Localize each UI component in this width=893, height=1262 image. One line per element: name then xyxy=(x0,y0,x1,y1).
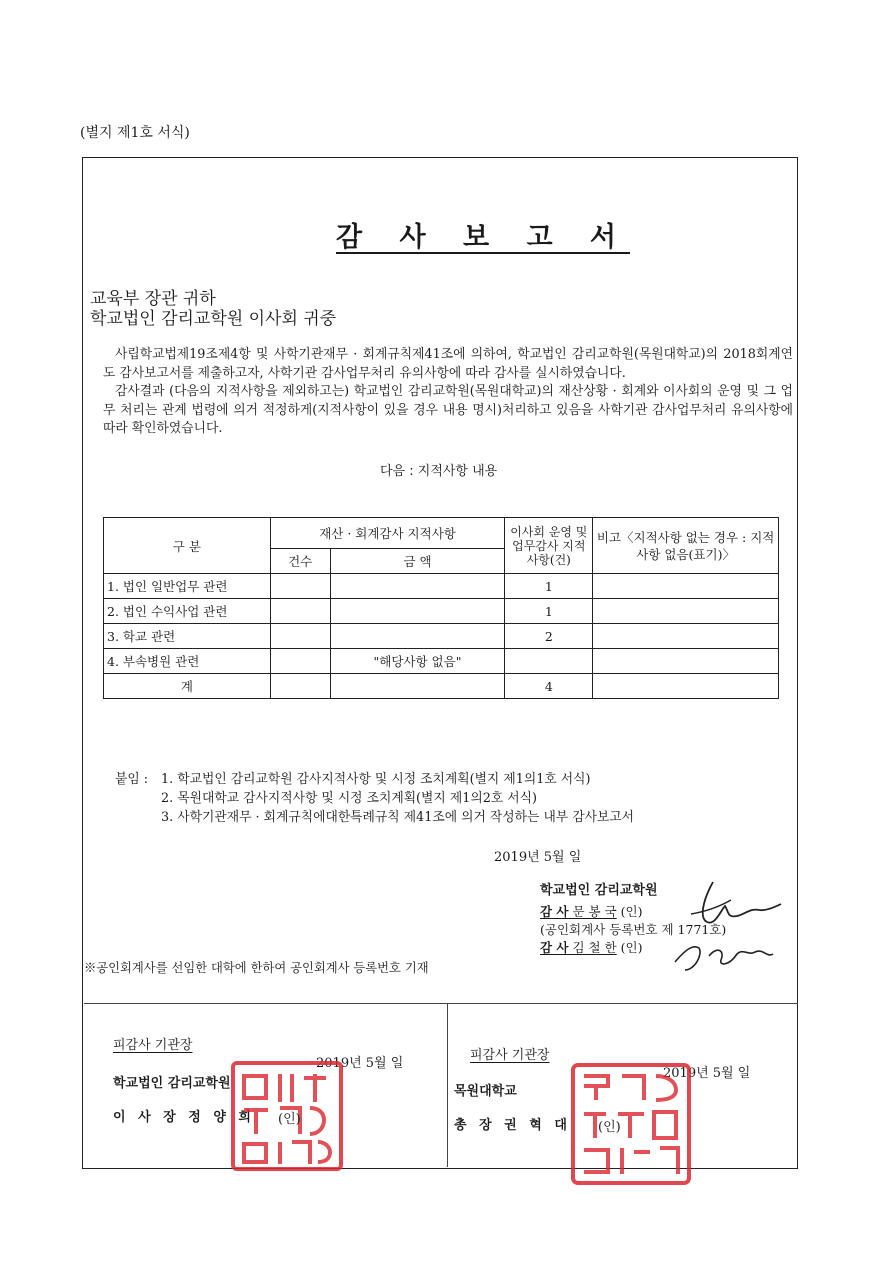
right-org: 목원대학교 xyxy=(454,1084,517,1099)
section-divider xyxy=(84,1003,798,1004)
attachment-item: 3. 사학기관재무 · 회계규칙에대한특례규칙 제41조에 의거 작성하는 내부 감사보고서 xyxy=(161,810,635,825)
row-board: 1 xyxy=(505,574,593,599)
row-count xyxy=(270,599,330,624)
form-label: (별지 제1호 서식) xyxy=(80,125,190,141)
row-category: 4. 부속병원 관련 xyxy=(104,649,271,674)
cpa-registration: (공인회계사 등록번호 제 1771호) xyxy=(540,922,727,937)
table-row-total xyxy=(104,674,779,699)
attachment-item: 1. 학교법인 감리교학원 감사지적사항 및 시정 조치계획(별지 제1의1호 서식) xyxy=(161,772,591,787)
row-amount xyxy=(330,574,505,599)
header-count: 건수 xyxy=(270,549,330,574)
intro-paragraph: 사립학교법제19조제4항 및 사학기관재무 · 회계규칙제41조에 의하여, 학교법인 감리교학원(목원대학교)의 2018회계연도 감사보고서를 제출하고자, 사학기관 감사업무처리 유의사항에 따라 감사를 실시하였습니다. xyxy=(103,347,793,381)
result-paragraph: 감사결과 (다음의 지적사항을 제외하고는) 학교법인 감리교학원(목원대학교)의 재산상황 · 회계와 이사회의 운영 및 그 업무 처리는 관계 법령에 의거 적정하게(지적사항이 있을 경우 내용 명시)처리하고 있음을 사학기관 감사업무처리 유의사항에 따라 확인하였습니다. xyxy=(103,384,793,436)
right-date: 2019년 5월 일 xyxy=(663,1066,751,1081)
header-finance-group: 재산 · 회계감사 지적사항 xyxy=(270,518,505,549)
auditor-role: 감 사 xyxy=(540,904,569,919)
row-category: 3. 학교 관련 xyxy=(104,624,271,649)
table-row xyxy=(104,599,779,624)
auditor-signature xyxy=(655,870,785,980)
auditor-name: 문 봉 국 xyxy=(572,904,617,919)
row-board: 4 xyxy=(505,674,593,699)
row-board: 2 xyxy=(505,624,593,649)
row-remark xyxy=(593,649,779,674)
auditor-role: 감 사 xyxy=(540,940,569,955)
row-category: 2. 법인 수익사업 관련 xyxy=(104,599,271,624)
row-category: 계 xyxy=(104,674,271,699)
header-remark: 비고〈지적사항 없는 경우 : 지적사항 없음(표기)〉 xyxy=(593,518,779,574)
table-row xyxy=(104,649,779,674)
row-count xyxy=(270,674,330,699)
auditor-seal-mark: (인) xyxy=(620,940,643,955)
document-title: 감 사 보 고 서 xyxy=(336,222,631,253)
row-category: 1. 법인 일반업무 관련 xyxy=(104,574,271,599)
row-amount xyxy=(330,599,505,624)
right-seal xyxy=(570,1062,692,1186)
left-org: 학교법인 감리교학원 xyxy=(113,1076,231,1091)
table-row xyxy=(104,574,779,599)
header-amount: 금 액 xyxy=(330,549,505,574)
auditor-org: 학교법인 감리교학원 xyxy=(540,883,658,898)
auditor-line-3 xyxy=(540,938,643,956)
recipient-board: 학교법인 감리교학원 이사회 귀중 xyxy=(90,309,337,329)
recipient-ministry: 교육부 장관 귀하 xyxy=(90,289,216,309)
row-remark xyxy=(593,624,779,649)
row-board xyxy=(505,649,593,674)
header-category: 구 분 xyxy=(104,518,271,574)
attachment-item: 2. 목원대학교 감사지적사항 및 시정 조치계획(별지 제1의2호 서식) xyxy=(161,791,537,806)
left-date: 2019년 5월 일 xyxy=(316,1056,404,1071)
left-head: 이 사 장 정 양 희 xyxy=(113,1110,255,1125)
row-amount: "해당사항 없음" xyxy=(330,649,505,674)
auditor-seal-mark: (인) xyxy=(620,904,643,919)
row-remark xyxy=(593,599,779,624)
row-amount xyxy=(330,624,505,649)
row-count xyxy=(270,649,330,674)
auditor-line-1 xyxy=(540,902,643,920)
row-remark xyxy=(593,674,779,699)
column-divider xyxy=(447,1003,448,1167)
row-amount xyxy=(330,674,505,699)
footnote: ※공인회계사를 선임한 대학에 한하여 공인회계사 등록번호 기재 xyxy=(84,961,429,975)
row-board: 1 xyxy=(505,599,593,624)
auditor-name: 김 철 한 xyxy=(572,940,617,955)
left-auditee-label: 피감사 기관장 xyxy=(113,1038,193,1053)
right-head: 총 장 권 혁 대 xyxy=(454,1118,571,1133)
report-date: 2019년 5월 일 xyxy=(494,850,582,865)
next-label: 다음 : 지적사항 내용 xyxy=(380,464,498,479)
row-count xyxy=(270,624,330,649)
row-count xyxy=(270,574,330,599)
right-seal-mark: (인) xyxy=(598,1120,621,1135)
left-seal-mark: (인) xyxy=(278,1112,301,1127)
findings-table xyxy=(103,517,779,699)
row-remark xyxy=(593,574,779,599)
table-row xyxy=(104,624,779,649)
header-board: 이사회 운영 및 업무감사 지적사항(건) xyxy=(505,518,593,574)
right-auditee-label: 피감사 기관장 xyxy=(470,1048,550,1063)
attachments-label: 붙임 : xyxy=(115,772,149,787)
